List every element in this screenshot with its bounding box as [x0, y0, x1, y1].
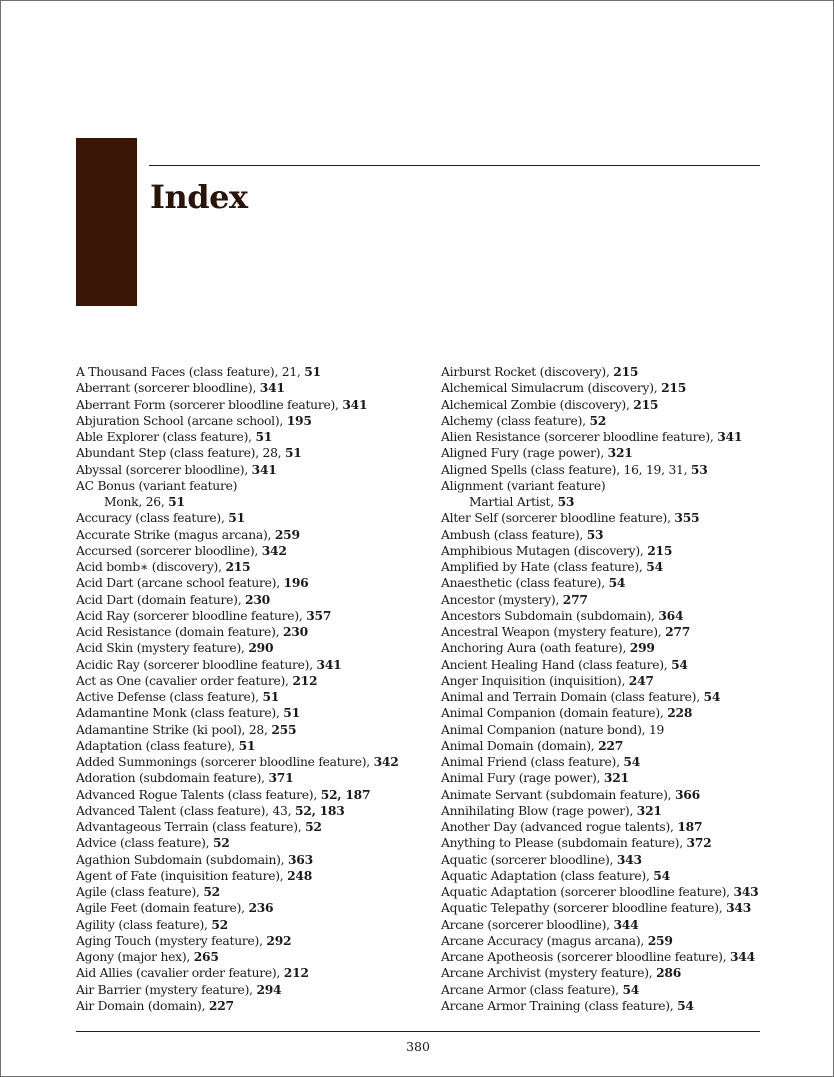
index-entry-page: 53 [690, 461, 708, 477]
index-entry [76, 722, 426, 738]
index-entry-page: 52 [589, 412, 607, 428]
index-entry-page: 247 [628, 672, 654, 688]
index-entry-page: 227 [208, 997, 234, 1013]
index-entry-text: AC Bonus (variant feature) [76, 478, 238, 493]
index-entry-text: Abyssal (sorcerer bloodline), [76, 462, 252, 477]
index-entry-text: Arcane Accuracy (magus arcana), [441, 933, 648, 948]
index-entry [76, 413, 426, 429]
index-entry-text: Aquatic Telepathy (sorcerer bloodline feature), [441, 901, 727, 916]
index-entry-text: Alignment (variant feature) [441, 478, 606, 493]
index-subentry [441, 494, 771, 510]
index-entry-page: 343 [733, 884, 759, 899]
index-entry [441, 900, 771, 916]
index-entry [441, 884, 771, 900]
index-entry [441, 478, 771, 494]
index-entry-page: 215 [647, 542, 673, 558]
index-entry-text: Arcane (sorcerer bloodline), [441, 917, 614, 932]
index-entry-page: 341 [316, 656, 342, 672]
index-entry [76, 445, 426, 461]
index-entry [441, 543, 771, 559]
index-entry-text: Aligned Spells (class feature), 16, 19, 31, [441, 462, 691, 477]
index-entry-page: 52 [212, 835, 230, 851]
index-entry [76, 575, 426, 591]
index-entry-text: Adaptation (class feature), [76, 738, 239, 753]
index-entry-page: 363 [288, 851, 313, 867]
chapter-accent-bar [76, 138, 137, 306]
index-entry [441, 982, 771, 998]
index-entry [76, 657, 426, 673]
index-entry-text: Anger Inquisition (inquisition), [441, 673, 629, 688]
index-entry [76, 770, 426, 786]
index-entry-page: 286 [656, 965, 682, 981]
index-entry-text: Adoration (subdomain feature), [76, 771, 269, 786]
index-entry-page: 344 [613, 916, 639, 932]
index-entry-text: Agent of Fate (inquisition feature), [76, 868, 288, 883]
index-entry-text: Aberrant Form (sorcerer bloodline feature), [76, 397, 343, 412]
index-entry-page: 277 [562, 591, 588, 607]
index-entry [76, 754, 426, 770]
index-entry-page: 299 [629, 640, 655, 656]
index-entry [441, 722, 771, 738]
index-entry-page: 294 [256, 981, 282, 997]
index-entry [76, 738, 426, 754]
index-entry-page: 54 [622, 981, 640, 997]
index-entry [441, 965, 771, 981]
index-entry [441, 462, 771, 478]
index-entry [441, 608, 771, 624]
index-entry-page: 265 [193, 949, 219, 964]
index-entry-text: Martial Artist, [469, 495, 558, 509]
index-entry-text: Amphibious Mutagen (discovery), [441, 543, 648, 558]
index-entry-text: Monk, 26, [104, 495, 169, 509]
index-entry-page: 290 [248, 640, 274, 656]
index-entry [76, 705, 426, 721]
index-entry [76, 982, 426, 998]
index-entry [441, 559, 771, 575]
index-entry-text: Act as One (cavalier order feature), [76, 673, 293, 688]
index-entry-text: Agathion Subdomain (subdomain), [76, 852, 288, 867]
index-entry-page: 215 [613, 364, 639, 379]
index-entry-page: 52, 187 [320, 786, 371, 802]
index-entry [441, 364, 771, 380]
index-entry-page: 259 [274, 526, 300, 542]
index-entry [76, 884, 426, 900]
index-entry-page: 51 [283, 705, 300, 721]
index-entry-text: Acid Ray (sorcerer bloodline feature), [76, 608, 307, 623]
index-entry-page: 357 [306, 607, 332, 623]
index-entry [76, 965, 426, 981]
index-entry-text: Animal Fury (rage power), [441, 771, 604, 786]
index-entry-text: Able Explorer (class feature), [76, 430, 256, 444]
index-entry-text: Acid Skin (mystery feature), [76, 641, 249, 656]
index-entry-page: 228 [667, 705, 693, 721]
index-entry [441, 510, 771, 526]
index-entry [441, 803, 771, 819]
index-entry [76, 933, 426, 949]
index-entry-page: 52 [305, 819, 322, 834]
index-entry-page: 196 [283, 575, 309, 591]
index-entry [441, 575, 771, 591]
index-entry [441, 917, 771, 933]
index-entry-page: 212 [292, 672, 318, 688]
index-entry [441, 787, 771, 803]
index-entry [76, 543, 426, 559]
index-entry-page: 344 [730, 949, 755, 964]
index-entry-text: Alchemical Zombie (discovery), [441, 397, 634, 412]
index-entry-text: Acid bomb∗ (discovery), [76, 560, 226, 574]
index-entry-page: 230 [282, 624, 308, 639]
index-entry-page: 277 [665, 624, 690, 639]
index-entry-page: 371 [268, 770, 294, 786]
index-entry-page: 341 [717, 429, 743, 444]
index-entry [76, 624, 426, 640]
index-entry [441, 592, 771, 608]
index-entry [441, 527, 771, 543]
index-entry [76, 462, 426, 478]
index-entry-page: 230 [245, 591, 270, 607]
index-entry-page: 51 [255, 429, 273, 444]
index-entry-page: 51 [262, 689, 280, 704]
index-entry-text: Accursed (sorcerer bloodline), [76, 543, 262, 558]
index-entry-text: Acidic Ray (sorcerer bloodline feature), [76, 657, 317, 672]
index-entry-page: 52, 183 [294, 802, 345, 818]
index-entry [76, 559, 426, 575]
index-entry-text: Advantageous Terrain (class feature), [76, 820, 306, 834]
index-entry-text: Aberrant (sorcerer bloodline), [76, 381, 260, 396]
index-entry-text: Anaesthetic (class feature), [441, 576, 609, 591]
index-entry-text: Agile Feet (domain feature), [76, 901, 249, 916]
index-entry-text: Active Defense (class feature), [76, 690, 263, 704]
index-entry-page: 215 [661, 380, 687, 396]
index-entry-page: 54 [646, 559, 663, 574]
index-entry-text: Acid Dart (domain feature), [76, 592, 246, 607]
index-entry [76, 835, 426, 851]
index-entry [441, 640, 771, 656]
index-entry-text: Animal Companion (nature bond), 19 [441, 722, 665, 737]
index-entry [441, 689, 771, 705]
index-entry-page: 364 [658, 607, 684, 623]
index-entry-page: 366 [674, 786, 700, 802]
index-entry [441, 770, 771, 786]
index-entry-page: 215 [225, 559, 251, 574]
index-entry [76, 689, 426, 705]
index-entry [76, 608, 426, 624]
index-entry-text: Aging Touch (mystery feature), [76, 933, 267, 948]
index-entry-text: Arcane Armor (class feature), [441, 982, 623, 997]
index-entry [441, 738, 771, 754]
index-entry-page: 248 [287, 867, 313, 883]
index-entry-text: Adamantine Strike (ki pool), 28, [76, 722, 272, 737]
index-entry-text: Advanced Talent (class feature), 43, [76, 803, 295, 818]
index-entry-page: 54 [653, 867, 670, 883]
index-entry [441, 998, 771, 1014]
index-entry-page: 51 [228, 510, 245, 526]
index-entry-text: Acid Dart (arcane school feature), [76, 576, 284, 591]
index-entry [441, 445, 771, 461]
index-entry-text: Anything to Please (subdomain feature), [441, 836, 687, 851]
index-entry-text: Airburst Rocket (discovery), [441, 365, 614, 379]
index-entry-page: 292 [266, 932, 292, 948]
index-entry [441, 380, 771, 396]
index-entry-text: Advice (class feature), [76, 836, 213, 851]
index-entry-text: Accuracy (class feature), [76, 511, 229, 526]
index-entry-text: Air Barrier (mystery feature), [76, 982, 257, 997]
index-entry [76, 510, 426, 526]
index-entry-page: 236 [248, 900, 274, 916]
index-entry [76, 917, 426, 933]
index-entry-page: 372 [686, 835, 712, 851]
index-entry-text: Animal Friend (class feature), [441, 755, 624, 769]
page-number: 380 [406, 1039, 430, 1054]
index-entry [76, 868, 426, 884]
index-entry-text: Agile (class feature), [76, 885, 204, 899]
index-entry-page: 342 [261, 542, 287, 558]
index-entry-text: Agility (class feature), [76, 917, 212, 932]
index-entry [76, 364, 426, 380]
index-entry-page: 321 [607, 445, 633, 461]
index-entry-page: 343 [726, 900, 751, 916]
index-entry [441, 933, 771, 949]
index-column-right [441, 364, 771, 1014]
index-entry-page: 54 [677, 997, 694, 1013]
index-entry [76, 852, 426, 868]
index-entry-text: Abundant Step (class feature), 28, [76, 446, 285, 461]
index-entry [441, 835, 771, 851]
index-entry-page: 355 [674, 510, 700, 526]
index-entry-text: Animal and Terrain Domain (class feature), [441, 690, 704, 704]
index-entry-page: 54 [703, 689, 721, 704]
index-entry-text: Added Summonings (sorcerer bloodline feature), [76, 755, 374, 769]
index-entry-page: 341 [342, 396, 368, 412]
index-entry-page: 343 [616, 851, 642, 867]
index-subentry [76, 494, 426, 510]
index-entry-text: Ancient Healing Hand (class feature), [441, 657, 672, 672]
index-entry [76, 803, 426, 819]
index-entry-page: 321 [603, 770, 629, 786]
index-entry-text: Animal Companion (domain feature), [441, 706, 668, 721]
index-entry-text: Amplified by Hate (class feature), [441, 560, 647, 574]
index-entry-page: 51 [304, 364, 321, 379]
index-entry-page: 255 [271, 721, 297, 737]
index-entry [441, 754, 771, 770]
index-entry-page: 341 [259, 380, 285, 396]
index-entry [76, 673, 426, 689]
index-column-left [76, 364, 426, 1014]
index-entry [441, 949, 771, 965]
index-entry-text: Aid Allies (cavalier order feature), [76, 966, 284, 981]
index-entry-text: Agony (major hex), [76, 950, 194, 964]
index-entry [76, 592, 426, 608]
index-entry-page: 187 [677, 819, 703, 834]
index-entry-page: 341 [251, 461, 277, 477]
index-entry-text: Animate Servant (subdomain feature), [441, 787, 675, 802]
index-entry [76, 429, 426, 445]
index-entry [441, 413, 771, 429]
index-entry-page: 51 [284, 445, 302, 461]
index-entry-page: 195 [286, 412, 312, 428]
index-entry-text: Animal Domain (domain), [441, 738, 599, 753]
index-entry [441, 705, 771, 721]
index-entry [441, 397, 771, 413]
index-entry-text: Alchemical Simulacrum (discovery), [441, 381, 662, 396]
index-entry-text: Aligned Fury (rage power), [441, 446, 608, 461]
index-entry-text: Alien Resistance (sorcerer bloodline feature), [441, 430, 718, 444]
index-entry-text: Ambush (class feature), [441, 527, 587, 542]
index-entry-text: Ancestral Weapon (mystery feature), [441, 625, 666, 639]
index-entry-page: 51 [168, 494, 185, 509]
page-title: Index [150, 178, 248, 216]
index-entry-text: Air Domain (domain), [76, 998, 209, 1013]
index-entry [76, 949, 426, 965]
index-entry-page: 54 [671, 656, 688, 672]
index-entry [76, 397, 426, 413]
index-entry-page: 227 [598, 737, 624, 753]
index-entry-text: Annihilating Blow (rage power), [441, 803, 637, 818]
index-entry-text: Adamantine Monk (class feature), [76, 706, 284, 721]
index-entry-page: 51 [238, 737, 256, 753]
index-entry-page: 53 [586, 526, 604, 542]
index-entry-text: Ancestor (mystery), [441, 592, 563, 607]
index-entry [76, 380, 426, 396]
index-entry-text: Abjuration School (arcane school), [76, 413, 287, 428]
index-entry-page: 342 [373, 754, 399, 769]
index-entry [441, 852, 771, 868]
index-entry-text: Alter Self (sorcerer bloodline feature), [441, 511, 675, 526]
index-entry-page: 259 [647, 932, 673, 948]
index-entry-text: Arcane Archivist (mystery feature), [441, 966, 657, 981]
index-entry [76, 527, 426, 543]
footer-rule [76, 1031, 760, 1032]
index-entry-text: Anchoring Aura (oath feature), [441, 641, 630, 656]
index-entry [76, 998, 426, 1014]
index-entry [76, 640, 426, 656]
index-entry-page: 54 [608, 575, 626, 591]
index-entry [441, 868, 771, 884]
index-entry [76, 787, 426, 803]
index-entry-text: Accurate Strike (magus arcana), [76, 527, 275, 542]
index-entry-page: 54 [623, 754, 641, 769]
index-entry [76, 900, 426, 916]
index-entry-page: 215 [633, 396, 659, 412]
index-entry-text: Acid Resistance (domain feature), [76, 625, 283, 639]
index-entry-page: 53 [557, 494, 575, 509]
index-entry-text: Advanced Rogue Talents (class feature), [76, 787, 321, 802]
index-entry [441, 429, 771, 445]
header-rule [149, 165, 760, 166]
index-entry-text: Arcane Apotheosis (sorcerer bloodline feature), [441, 950, 730, 964]
index-entry-text: Aquatic (sorcerer bloodline), [441, 852, 617, 867]
index-entry [441, 624, 771, 640]
index-entry-page: 52 [203, 884, 220, 899]
index-entry-text: Alchemy (class feature), [441, 413, 590, 428]
index-entry-text: Another Day (advanced rogue talents), [441, 820, 678, 834]
index-entry-page: 212 [283, 965, 309, 981]
index-entry [76, 819, 426, 835]
index-entry [441, 657, 771, 673]
index-entry [441, 819, 771, 835]
index-entry-text: Aquatic Adaptation (sorcerer bloodline feature), [441, 885, 734, 899]
index-entry [441, 673, 771, 689]
index-entry [76, 478, 426, 494]
index-entry-text: A Thousand Faces (class feature), 21, [76, 365, 305, 379]
index-entry-text: Ancestors Subdomain (subdomain), [441, 608, 659, 623]
index-entry-page: 321 [636, 802, 662, 818]
index-entry-text: Aquatic Adaptation (class feature), [441, 868, 654, 883]
index-entry-page: 52 [211, 916, 228, 932]
index-entry-text: Arcane Armor Training (class feature), [441, 998, 678, 1013]
